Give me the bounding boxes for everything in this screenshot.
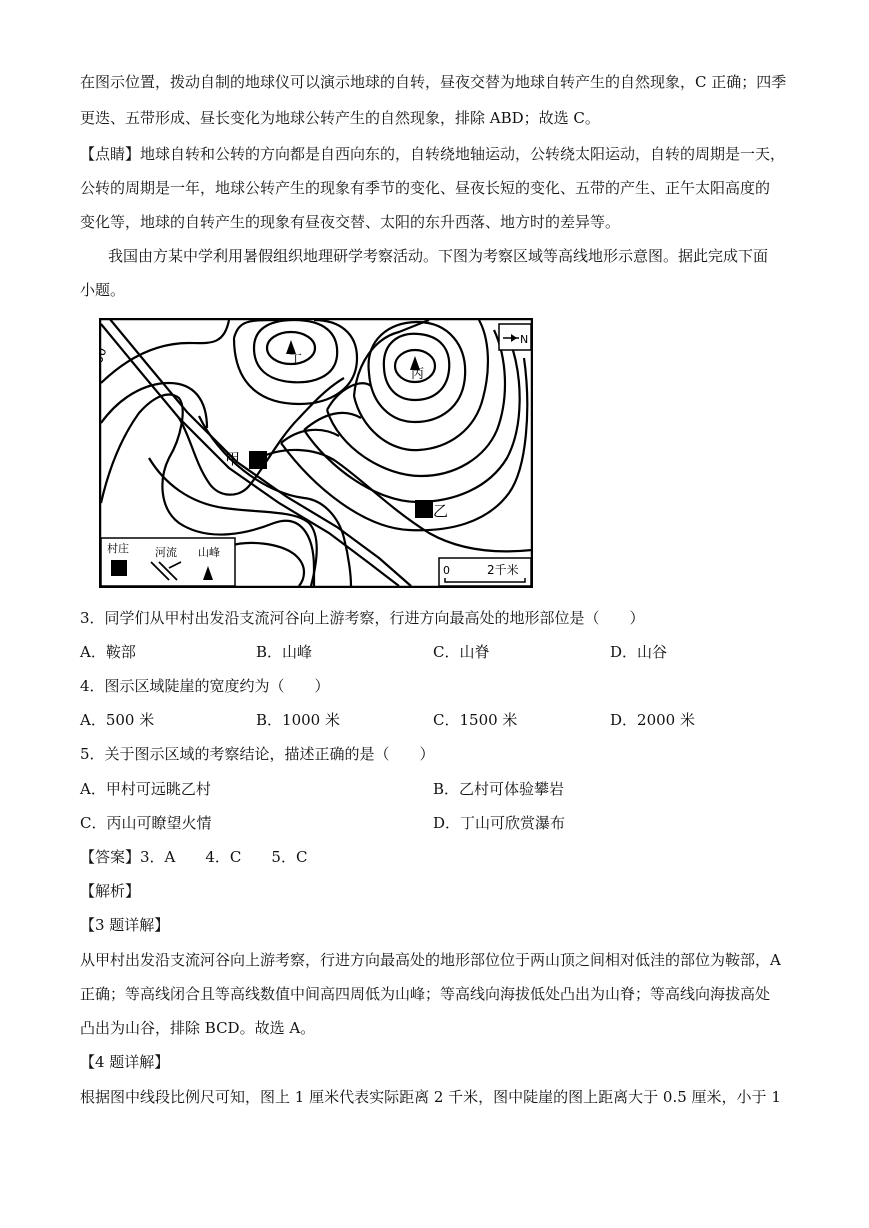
detail-3-line-3: 凸出为山谷，排除 BCD。故选 A。 — [80, 1019, 316, 1037]
intro-line-2: 更迭、五带形成、昼长变化为地球公转产生的自然现象，排除 ABD；故选 C。 — [80, 109, 600, 127]
q3-option-b: B．山峰 — [256, 643, 313, 661]
q5-option-b: B．乙村可体验攀岩 — [433, 780, 565, 798]
label-bing: 丙 — [411, 367, 425, 382]
q3-option-a: A．鞍部 — [80, 643, 136, 661]
detail-3-line-1: 从甲村出发沿支流河谷向上游考察，行进方向最高处的地形部位位于两山顶之间相对低洼的部位为鞍部，A — [80, 951, 781, 969]
detail-4-title: 【4 题详解】 — [80, 1053, 170, 1071]
q3-option-c: C．山脊 — [433, 643, 490, 661]
label-yi: 乙 — [433, 502, 449, 520]
q5-option-c: C．丙山可瞭望火情 — [80, 814, 212, 832]
detail-3-line-2: 正确；等高线闭合且等高线数值中间高四周低为山峰；等高线向海拔低处凸出为山脊；等高线向海拔高处 — [80, 985, 771, 1003]
detail-3-title: 【3 题详解】 — [80, 916, 170, 934]
village-yi — [415, 500, 433, 518]
q4-option-d: D．2000 米 — [610, 711, 695, 729]
legend-village-icon — [111, 560, 127, 576]
label-jia: 甲 — [225, 450, 241, 468]
q4-option-a: A．500 米 — [80, 711, 155, 729]
question-4-stem: 4．图示区域陡崖的宽度约为（ ） — [80, 677, 330, 695]
contour-map — [99, 318, 533, 588]
stem-line-1: 我国由方某中学利用暑假组织地理研学考察活动。下图为考察区域等高线地形示意图。据此完成下面 — [108, 247, 769, 265]
contour-label-500: 500 — [99, 345, 110, 373]
q5-option-d: D．丁山可欣赏瀑布 — [433, 814, 566, 832]
contour-map-svg — [99, 318, 533, 588]
analysis-title: 【解析】 — [80, 882, 141, 900]
question-3-stem: 3．同学们从甲村出发沿支流河谷向上游考察，行进方向最高处的地形部位是（ ） — [80, 609, 645, 627]
legend-village-label: 村庄 — [107, 542, 129, 555]
answer-line: 【答案】3．A 4．C 5．C — [80, 848, 308, 866]
village-jia — [249, 451, 267, 469]
tip-line-2: 公转的周期是一年，地球公转产生的现象有季节的变化、昼夜长短的变化、五带的产生、正午太阳高度的 — [80, 179, 771, 197]
label-ding: 丁 — [289, 353, 303, 368]
legend-peak-label: 山峰 — [198, 546, 220, 559]
q5-option-a: A．甲村可远眺乙村 — [80, 780, 211, 798]
q4-option-b: B．1000 米 — [256, 711, 340, 729]
scale-zero: 0 — [443, 564, 450, 577]
scale-label: 2千米 — [487, 563, 519, 577]
intro-line-1: 在图示位置，拨动自制的地球仪可以演示地球的自转，昼夜交替为地球自转产生的自然现象，C 正确；四季 — [80, 73, 787, 91]
detail-4-line-1: 根据图中线段比例尺可知，图上 1 厘米代表实际距离 2 千米，图中陡崖的图上距离大于 0.5 厘米，小于 1 — [80, 1088, 781, 1106]
q3-option-d: D．山谷 — [610, 643, 668, 661]
north-label: N — [520, 333, 529, 346]
tip-line-3: 变化等，地球的自转产生的现象有昼夜交替、太阳的东升西落、地方时的差异等。 — [80, 213, 621, 231]
q4-option-c: C．1500 米 — [433, 711, 518, 729]
legend-river-label: 河流 — [155, 546, 177, 559]
question-5-stem: 5．关于图示区域的考察结论，描述正确的是（ ） — [80, 745, 435, 763]
tip-line-1: 【点睛】地球自转和公转的方向都是自西向东的，自转绕地轴运动，公转绕太阳运动，自转的周期是一天， — [80, 145, 786, 163]
stem-line-2: 小题。 — [80, 281, 126, 299]
